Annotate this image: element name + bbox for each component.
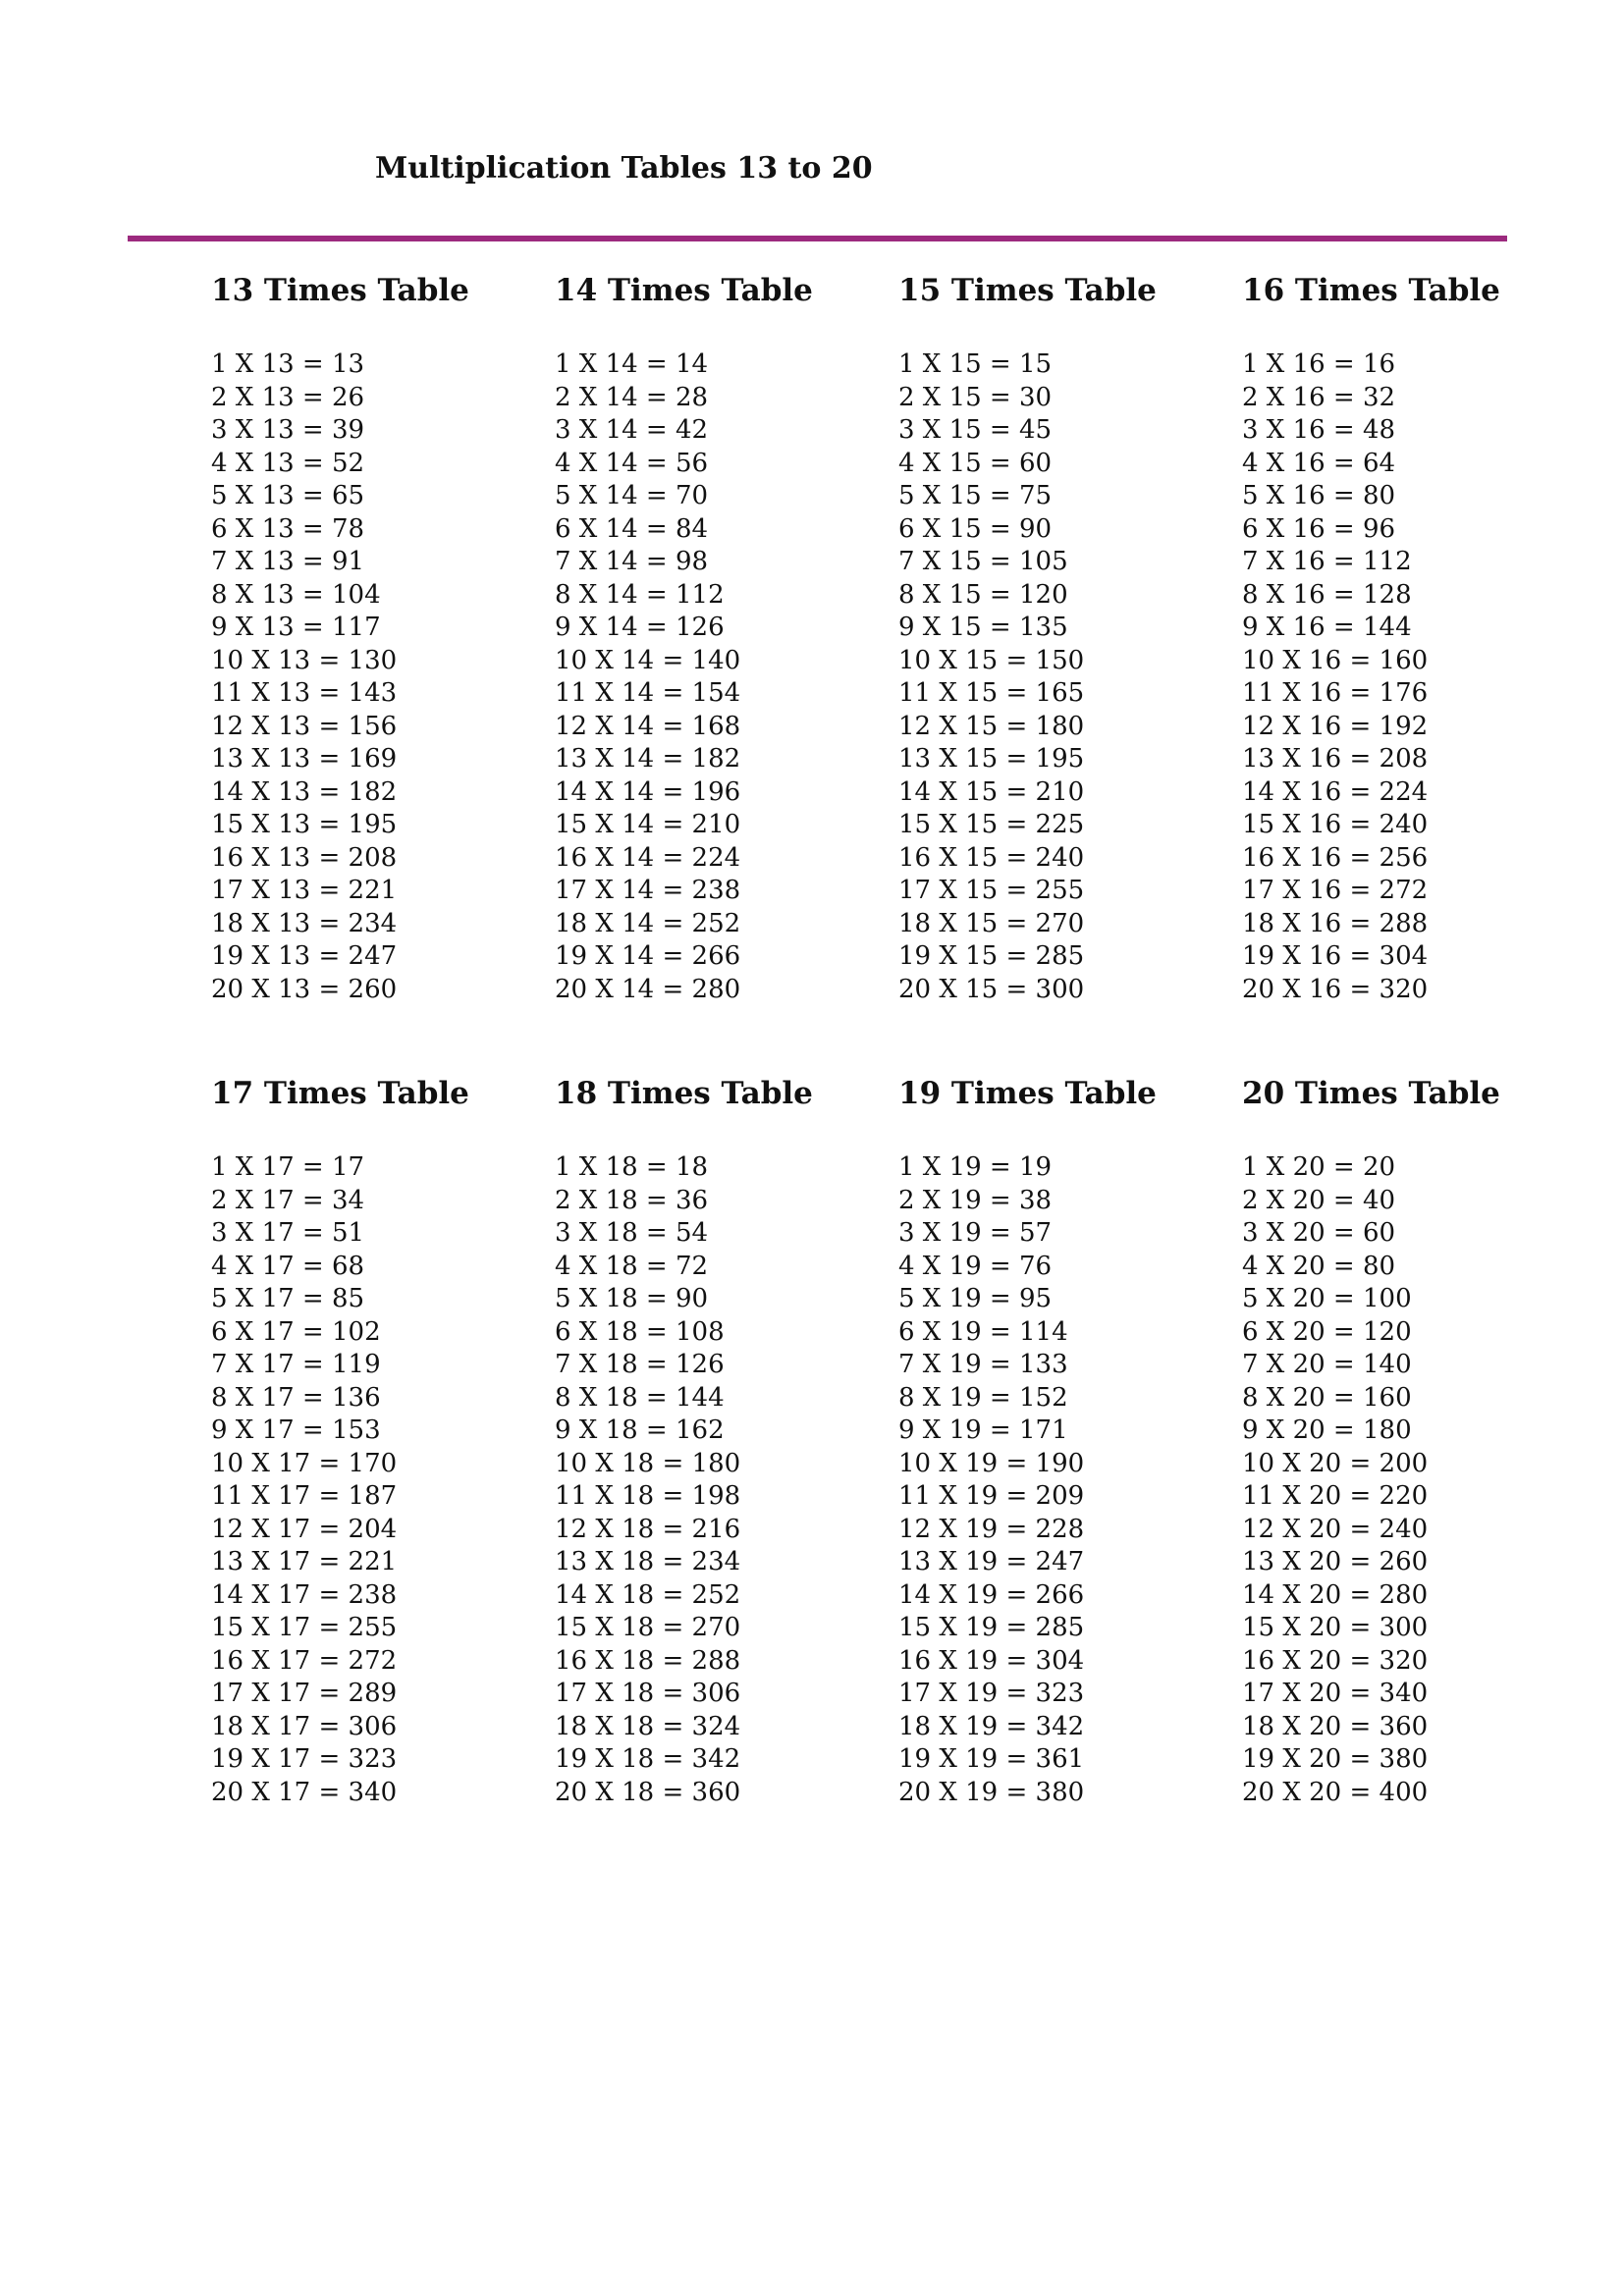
table-row: 10 X 19 = 190	[898, 1448, 1085, 1478]
times-table	[211, 271, 545, 1006]
table-row: 3 X 20 = 60	[1242, 1218, 1396, 1248]
table-row: 1 X 19 = 19	[898, 1152, 1053, 1182]
table-row: 7 X 18 = 126	[555, 1350, 725, 1379]
table-rows	[555, 348, 889, 1006]
table-row: 6 X 19 = 114	[898, 1316, 1068, 1347]
table-row: 18 X 19 = 342	[898, 1711, 1085, 1741]
table-row: 2 X 14 = 28	[555, 382, 709, 412]
table-row: 8 X 18 = 144	[555, 1382, 725, 1413]
table-row: 14 X 17 = 238	[211, 1579, 398, 1610]
table-row: 9 X 17 = 153	[211, 1415, 381, 1445]
table-row: 19 X 15 = 285	[898, 941, 1085, 971]
table-row: 10 X 13 = 130	[211, 645, 398, 675]
table-row: 13 X 13 = 169	[211, 744, 398, 774]
times-table	[898, 271, 1232, 1006]
table-row: 5 X 16 = 80	[1242, 481, 1396, 510]
table-row: 10 X 15 = 150	[898, 645, 1085, 675]
table-row: 18 X 18 = 324	[555, 1711, 741, 1741]
table-rows	[898, 348, 1232, 1006]
table-row: 4 X 13 = 52	[211, 448, 365, 478]
table-row: 13 X 18 = 234	[555, 1547, 741, 1576]
table-row: 14 X 14 = 196	[555, 776, 741, 807]
table-row: 15 X 18 = 270	[555, 1613, 741, 1642]
table-row: 2 X 18 = 36	[555, 1185, 709, 1215]
table-row: 13 X 14 = 182	[555, 744, 741, 774]
table-row: 15 X 17 = 255	[211, 1613, 398, 1642]
table-row: 10 X 17 = 170	[211, 1448, 398, 1478]
table-row: 19 X 17 = 323	[211, 1744, 398, 1774]
table-row: 5 X 14 = 70	[555, 481, 709, 510]
table-row: 2 X 17 = 34	[211, 1185, 365, 1215]
table-row: 14 X 16 = 224	[1242, 776, 1429, 807]
table-row: 18 X 15 = 270	[898, 908, 1085, 938]
table-row: 3 X 19 = 57	[898, 1218, 1053, 1248]
table-row: 3 X 17 = 51	[211, 1218, 365, 1248]
table-row: 13 X 19 = 247	[898, 1547, 1085, 1576]
table-row: 5 X 15 = 75	[898, 481, 1053, 510]
table-row: 19 X 14 = 266	[555, 941, 741, 971]
table-row: 13 X 17 = 221	[211, 1547, 398, 1576]
table-row: 16 X 14 = 224	[555, 842, 741, 873]
table-row: 2 X 20 = 40	[1242, 1185, 1396, 1215]
table-row: 2 X 15 = 30	[898, 382, 1053, 412]
table-row: 3 X 15 = 45	[898, 415, 1053, 445]
table-row: 7 X 14 = 98	[555, 547, 709, 576]
table-row: 20 X 16 = 320	[1242, 974, 1429, 1004]
times-table	[555, 1074, 889, 1809]
table-row: 8 X 20 = 160	[1242, 1382, 1412, 1413]
table-row: 1 X 13 = 13	[211, 349, 365, 379]
table-row: 15 X 15 = 225	[898, 810, 1085, 839]
table-row: 18 X 13 = 234	[211, 908, 398, 938]
table-row: 18 X 16 = 288	[1242, 908, 1429, 938]
table-row: 3 X 13 = 39	[211, 415, 365, 445]
table-row: 12 X 19 = 228	[898, 1514, 1085, 1544]
table-row: 9 X 19 = 171	[898, 1415, 1068, 1445]
title-divider	[128, 236, 1507, 241]
table-row: 3 X 14 = 42	[555, 415, 709, 445]
table-row: 17 X 19 = 323	[898, 1679, 1085, 1708]
table-row: 8 X 16 = 128	[1242, 579, 1412, 610]
table-row: 13 X 16 = 208	[1242, 744, 1429, 774]
table-row: 10 X 18 = 180	[555, 1448, 741, 1478]
table-row: 6 X 15 = 90	[898, 513, 1053, 544]
table-heading: 16 Times Table	[1242, 273, 1500, 308]
table-row: 16 X 19 = 304	[898, 1645, 1085, 1676]
table-row: 12 X 13 = 156	[211, 711, 398, 741]
table-row: 6 X 14 = 84	[555, 513, 709, 544]
table-row: 20 X 18 = 360	[555, 1777, 741, 1807]
table-row: 9 X 15 = 135	[898, 613, 1068, 642]
table-row: 14 X 19 = 266	[898, 1579, 1085, 1610]
table-row: 7 X 19 = 133	[898, 1350, 1068, 1379]
table-row: 8 X 19 = 152	[898, 1382, 1068, 1413]
table-row: 7 X 17 = 119	[211, 1350, 381, 1379]
table-row: 5 X 17 = 85	[211, 1284, 365, 1313]
table-row: 10 X 16 = 160	[1242, 645, 1429, 675]
table-row: 11 X 14 = 154	[555, 678, 741, 708]
table-row: 2 X 16 = 32	[1242, 382, 1396, 412]
table-row: 4 X 14 = 56	[555, 448, 709, 478]
table-rows	[898, 1151, 1232, 1809]
table-rows	[555, 1151, 889, 1809]
table-row: 5 X 13 = 65	[211, 481, 365, 510]
table-row: 4 X 18 = 72	[555, 1251, 709, 1281]
table-row: 1 X 20 = 20	[1242, 1152, 1396, 1182]
table-row: 5 X 20 = 100	[1242, 1284, 1412, 1313]
table-row: 16 X 16 = 256	[1242, 842, 1429, 873]
table-row: 3 X 18 = 54	[555, 1218, 709, 1248]
table-row: 11 X 15 = 165	[898, 678, 1085, 708]
table-row: 9 X 13 = 117	[211, 613, 381, 642]
table-row: 11 X 20 = 220	[1242, 1481, 1429, 1511]
table-row: 16 X 13 = 208	[211, 842, 398, 873]
table-row: 20 X 20 = 400	[1242, 1777, 1429, 1807]
table-row: 7 X 15 = 105	[898, 547, 1068, 576]
table-row: 20 X 19 = 380	[898, 1777, 1085, 1807]
table-row: 18 X 20 = 360	[1242, 1711, 1429, 1741]
table-row: 18 X 17 = 306	[211, 1711, 398, 1741]
table-row: 12 X 20 = 240	[1242, 1514, 1429, 1544]
table-heading: 18 Times Table	[555, 1076, 813, 1111]
table-row: 12 X 16 = 192	[1242, 711, 1429, 741]
table-row: 11 X 17 = 187	[211, 1481, 398, 1511]
table-row: 6 X 16 = 96	[1242, 513, 1396, 544]
times-table	[898, 1074, 1232, 1809]
table-row: 19 X 16 = 304	[1242, 941, 1429, 971]
table-row: 4 X 19 = 76	[898, 1251, 1053, 1281]
table-row: 11 X 13 = 143	[211, 678, 398, 708]
table-row: 14 X 15 = 210	[898, 776, 1085, 807]
table-rows	[211, 1151, 545, 1809]
table-row: 3 X 16 = 48	[1242, 415, 1396, 445]
table-row: 5 X 19 = 95	[898, 1284, 1053, 1313]
table-row: 7 X 16 = 112	[1242, 547, 1412, 576]
table-row: 17 X 18 = 306	[555, 1679, 741, 1708]
table-row: 17 X 20 = 340	[1242, 1679, 1429, 1708]
page-title: Multiplication Tables 13 to 20	[375, 151, 873, 186]
table-heading: 20 Times Table	[1242, 1076, 1500, 1111]
table-row: 9 X 18 = 162	[555, 1415, 725, 1445]
table-row: 13 X 20 = 260	[1242, 1547, 1429, 1576]
table-row: 1 X 17 = 17	[211, 1152, 365, 1182]
times-table	[1242, 271, 1576, 1006]
table-row: 17 X 16 = 272	[1242, 876, 1429, 905]
table-row: 17 X 15 = 255	[898, 876, 1085, 905]
table-row: 6 X 20 = 120	[1242, 1316, 1412, 1347]
table-row: 4 X 17 = 68	[211, 1251, 365, 1281]
table-row: 7 X 13 = 91	[211, 547, 365, 576]
table-heading: 15 Times Table	[898, 273, 1157, 308]
table-row: 12 X 17 = 204	[211, 1514, 398, 1544]
table-row: 16 X 15 = 240	[898, 842, 1085, 873]
table-row: 1 X 15 = 15	[898, 349, 1053, 379]
table-row: 2 X 19 = 38	[898, 1185, 1053, 1215]
table-row: 15 X 19 = 285	[898, 1613, 1085, 1642]
table-row: 17 X 17 = 289	[211, 1679, 398, 1708]
table-row: 17 X 14 = 238	[555, 876, 741, 905]
table-row: 15 X 16 = 240	[1242, 810, 1429, 839]
table-row: 11 X 18 = 198	[555, 1481, 741, 1511]
table-row: 10 X 14 = 140	[555, 645, 741, 675]
table-row: 17 X 13 = 221	[211, 876, 398, 905]
table-row: 15 X 13 = 195	[211, 810, 398, 839]
table-row: 12 X 15 = 180	[898, 711, 1085, 741]
table-row: 2 X 13 = 26	[211, 382, 365, 412]
table-row: 6 X 13 = 78	[211, 513, 365, 544]
table-row: 13 X 15 = 195	[898, 744, 1085, 774]
table-row: 4 X 20 = 80	[1242, 1251, 1396, 1281]
table-row: 12 X 18 = 216	[555, 1514, 741, 1544]
table-row: 19 X 19 = 361	[898, 1744, 1085, 1774]
table-row: 1 X 18 = 18	[555, 1152, 709, 1182]
table-row: 7 X 20 = 140	[1242, 1350, 1412, 1379]
table-row: 19 X 20 = 380	[1242, 1744, 1429, 1774]
table-row: 20 X 14 = 280	[555, 974, 741, 1004]
table-row: 9 X 20 = 180	[1242, 1415, 1412, 1445]
table-row: 14 X 20 = 280	[1242, 1579, 1429, 1610]
table-row: 19 X 13 = 247	[211, 941, 398, 971]
table-row: 6 X 17 = 102	[211, 1316, 381, 1347]
table-rows	[1242, 348, 1576, 1006]
times-table	[211, 1074, 545, 1809]
table-row: 14 X 13 = 182	[211, 776, 398, 807]
table-heading: 13 Times Table	[211, 273, 469, 308]
table-row: 9 X 16 = 144	[1242, 613, 1412, 642]
table-row: 20 X 15 = 300	[898, 974, 1085, 1004]
table-row: 8 X 15 = 120	[898, 579, 1068, 610]
table-row: 4 X 16 = 64	[1242, 448, 1396, 478]
table-rows	[211, 348, 545, 1006]
table-row: 15 X 14 = 210	[555, 810, 741, 839]
table-row: 9 X 14 = 126	[555, 613, 725, 642]
times-table	[1242, 1074, 1576, 1809]
table-row: 15 X 20 = 300	[1242, 1613, 1429, 1642]
table-row: 16 X 20 = 320	[1242, 1645, 1429, 1676]
table-row: 10 X 20 = 200	[1242, 1448, 1429, 1478]
table-row: 20 X 17 = 340	[211, 1777, 398, 1807]
table-row: 1 X 14 = 14	[555, 349, 709, 379]
table-heading: 17 Times Table	[211, 1076, 469, 1111]
table-row: 6 X 18 = 108	[555, 1316, 725, 1347]
table-heading: 14 Times Table	[555, 273, 813, 308]
times-table	[555, 271, 889, 1006]
table-row: 8 X 14 = 112	[555, 579, 725, 610]
table-row: 8 X 17 = 136	[211, 1382, 381, 1413]
table-rows	[1242, 1151, 1576, 1809]
table-row: 4 X 15 = 60	[898, 448, 1053, 478]
table-row: 18 X 14 = 252	[555, 908, 741, 938]
table-row: 5 X 18 = 90	[555, 1284, 709, 1313]
table-row: 11 X 19 = 209	[898, 1481, 1085, 1511]
table-row: 11 X 16 = 176	[1242, 678, 1429, 708]
table-heading: 19 Times Table	[898, 1076, 1157, 1111]
table-row: 12 X 14 = 168	[555, 711, 741, 741]
table-row: 8 X 13 = 104	[211, 579, 381, 610]
table-row: 14 X 18 = 252	[555, 1579, 741, 1610]
table-row: 1 X 16 = 16	[1242, 349, 1396, 379]
table-row: 16 X 17 = 272	[211, 1645, 398, 1676]
table-row: 16 X 18 = 288	[555, 1645, 741, 1676]
table-row: 20 X 13 = 260	[211, 974, 398, 1004]
table-row: 19 X 18 = 342	[555, 1744, 741, 1774]
